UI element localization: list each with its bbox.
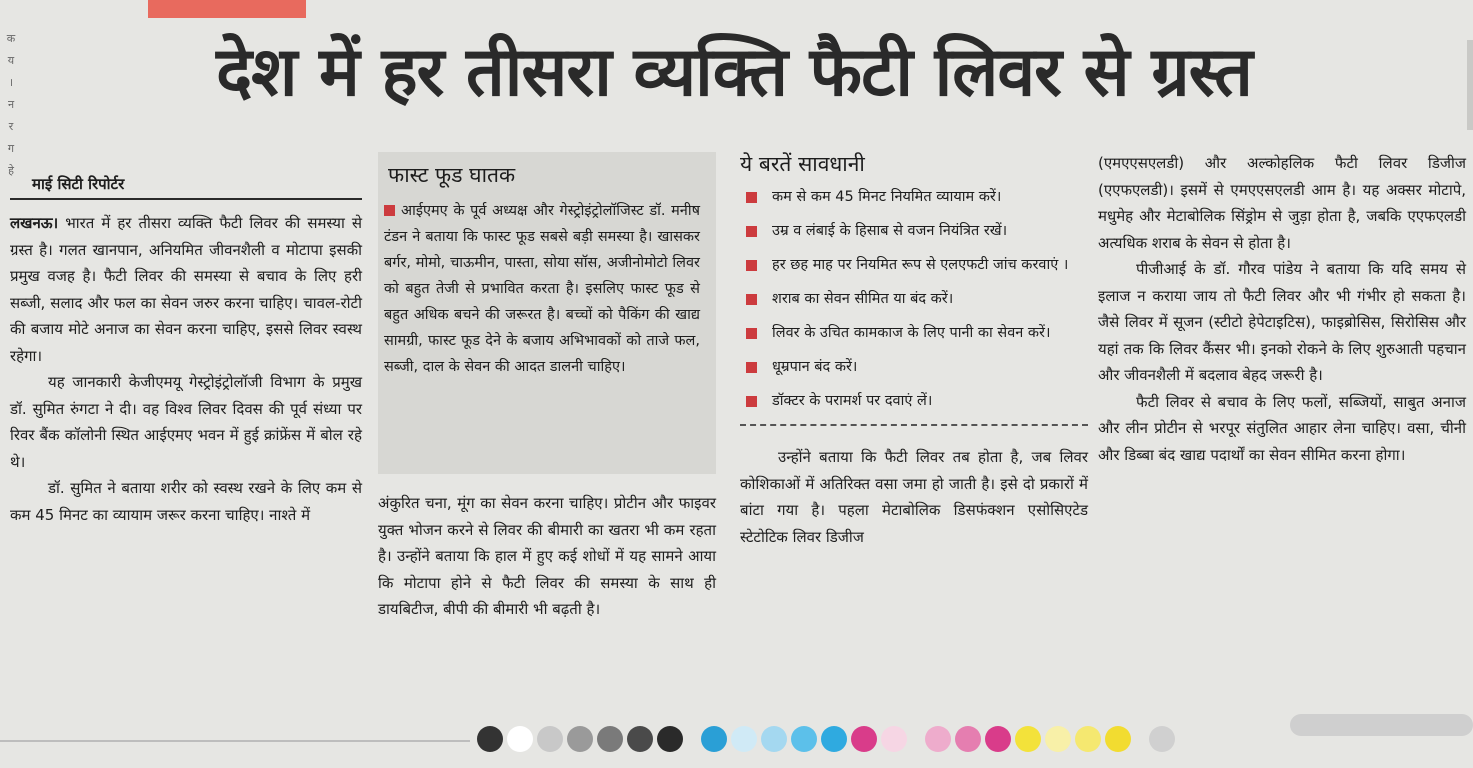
list-item-text: शराब का सेवन सीमित या बंद करें। xyxy=(772,291,954,307)
registration-dot xyxy=(597,726,623,752)
list-item xyxy=(740,252,1088,278)
box-title: फास्ट फूड घातक xyxy=(388,163,516,187)
bullet-square-icon xyxy=(746,328,757,339)
registration-dot xyxy=(1045,726,1071,752)
bullet-square-icon xyxy=(746,260,757,271)
column-3 xyxy=(740,150,1088,550)
registration-dot xyxy=(881,726,907,752)
registration-dot xyxy=(627,726,653,752)
box-text xyxy=(384,198,700,380)
registration-dot xyxy=(925,726,951,752)
registration-dot xyxy=(985,726,1011,752)
paragraph: फैटी लिवर से बचाव के लिए फलों, सब्जियों, साबुत अनाज और लीन प्रोटीन से भरपूर संतुलित आहार लेना चाहिए। वसा, चीनी और डिब्बा बंद खाद्य पदार्थों का सेवन सीमित करना होगा। xyxy=(1098,392,1466,464)
bullet-square-icon xyxy=(746,362,757,373)
box-text-body: आईएमए के पूर्व अध्यक्ष और गेस्ट्रोइंट्रोलॉजिस्ट डॉ. मनीष टंडन ने बताया कि फास्ट फूड सबसे बड़ी समस्या है। खासकर बर्गर, मोमो, चाऊमीन, पास्ता, सोया सॉस, अजीनोमोटो लिवर को बहुत तेजी से प्रभावित करता है। इसलिए फास्ट फूड से बहुत अधिक बचने की जरूरत है। बच्चों को पैकिंग की खाद्य सामग्री, फास्ट फूड देने के बजाय अभिभावकों को ताजे फल, सब्जी, दाल के सेवन की आदत डालनी चाहिए। xyxy=(384,203,700,375)
dateline: लखनऊ। xyxy=(10,214,59,232)
column-2 xyxy=(378,152,716,623)
registration-dot xyxy=(537,726,563,752)
print-color-bar xyxy=(0,712,1473,768)
paragraph: डॉ. सुमित ने बताया शरीर को स्वस्थ रखने के लिए कम से कम 45 मिनट का व्यायाम जरूर करना चाहिए। नाश्ते में xyxy=(10,479,362,524)
precautions-list xyxy=(740,184,1088,414)
sidebar-box xyxy=(378,152,716,474)
list-item-text: डॉक्टर के परामर्श पर दवाएं लें। xyxy=(772,393,933,409)
registration-dot xyxy=(1105,726,1131,752)
bullet-square-icon xyxy=(746,396,757,407)
bullet-square-icon xyxy=(746,192,757,203)
list-item xyxy=(740,388,1088,414)
registration-dot xyxy=(955,726,981,752)
headline: देश में हर तीसरा व्यक्ति फैटी लिवर से ग्रस्त xyxy=(216,33,1252,112)
precautions-title: ये बरतें सावधानी xyxy=(740,152,865,176)
list-item-text: हर छह माह पर नियमित रूप से एलएफटी जांच करवाएं । xyxy=(772,257,1069,273)
dashed-divider xyxy=(740,424,1088,426)
bullet-square-icon xyxy=(746,294,757,305)
registration-dot xyxy=(851,726,877,752)
paragraph: यह जानकारी केजीएमयू गेस्ट्रोइंट्रोलॉजी विभाग के प्रमुख डॉ. सुमित रुंगटा ने दी। वह विश्व लिवर दिवस की पूर्व संध्या पर रिवर बैंक कॉलोनी स्थित आईएमए भवन में हुई क्रांफ्रेंस में बोल रहे थे। xyxy=(10,373,362,471)
column-1 xyxy=(10,170,362,528)
paragraph: (एमएएसएलडी) और अल्कोहलिक फैटी लिवर डिजीज (एएफएलडी)। इसमें से एमएएसएलडी आम है। यह अक्सर मोटापे, मधुमेह और मेटाबोलिक सिंड्रोम से जुड़ा होता है, जबकि एएफएलडी अत्यधिक शराब के सेवन से होता है। xyxy=(1098,154,1466,252)
adjacent-column-fragment: क य । न र ग हे xyxy=(6,32,16,177)
paragraph: उन्होंने बताया कि फैटी लिवर तब होता है, जब लिवर कोशिकाओं में अतिरिक्त वसा जमा हो जाती है। इसे दो प्रकारों में बांटा गया है। पहला मेटाबोलिक डिसफंक्शन एसोसिएटेड स्टेटोटिक लिवर डिजीज xyxy=(740,448,1088,546)
list-item xyxy=(740,320,1088,346)
list-item-text: उम्र व लंबाई के हिसाब से वजन नियंत्रित रखें। xyxy=(772,223,1008,239)
registration-dot xyxy=(761,726,787,752)
list-item xyxy=(740,354,1088,380)
list-item-text: लिवर के उचित कामकाज के लिए पानी का सेवन करें। xyxy=(772,325,1051,341)
registration-dot xyxy=(821,726,847,752)
bullet-square-icon xyxy=(384,205,395,216)
lead-paragraph xyxy=(10,210,362,369)
registration-dot xyxy=(1015,726,1041,752)
list-item xyxy=(740,218,1088,244)
list-item xyxy=(740,184,1088,210)
bullet-square-icon xyxy=(746,226,757,237)
paragraph: अंकुरित चना, मूंग का सेवन करना चाहिए। प्रोटीन और फाइवर युक्त भोजन करने से लिवर की बीमारी का खतरा भी कम रहता है। उन्होंने बताया कि हाल में हुए कई शोधों में यह सामने आया कि मोटापा होने से फैटी लिवर की समस्या के साथ ही डायबिटीज, बीपी की बीमारी भी बढ़ती है। xyxy=(378,494,716,618)
column-4 xyxy=(1098,150,1466,468)
registration-dot xyxy=(1075,726,1101,752)
registration-dot xyxy=(657,726,683,752)
list-item-text: कम से कम 45 मिनट नियमित व्यायाम करें। xyxy=(772,189,1002,205)
list-item-text: धूम्रपान बंद करें। xyxy=(772,359,858,375)
lead-text: भारत में हर तीसरा व्यक्ति फैटी लिवर की समस्या से ग्रस्त है। गलत खानपान, अनियमित जीवनशैली व मोटापा इसकी प्रमुख वजह है। फैटी लिवर की समस्या से बचाव के लिए हरी सब्जी, सलाद और फल का सेवन जरुर करना चाहिए। चावल-रोटी की बजाय मोटे अनाज का सेवन करना चाहिए, इससे लिवर स्वस्थ रहेगा। xyxy=(10,214,362,365)
byline: माई सिटी रिपोर्टर xyxy=(10,170,362,200)
registration-dot xyxy=(701,726,727,752)
page-edge xyxy=(1467,40,1473,130)
registration-dot xyxy=(791,726,817,752)
list-item xyxy=(740,286,1088,312)
registration-dot xyxy=(477,726,503,752)
section-tag xyxy=(148,0,306,18)
registration-dot xyxy=(1149,726,1175,752)
registration-dot xyxy=(507,726,533,752)
registration-dot xyxy=(731,726,757,752)
paragraph: पीजीआई के डॉ. गौरव पांडेय ने बताया कि यदि समय से इलाज न कराया जाय तो फैटी लिवर और भी गंभीर हो सकता है। जैसे लिवर में सूजन (स्टीटो हेपेटाइटिस), फाइब्रोसिस, सिरोसिस और यहां तक कि लिवर कैंसर भी। इनको रोकने के लिए शुरुआती पहचान और जीवनशैली में बदलाव बेहद जरूरी है। xyxy=(1098,260,1466,384)
registration-dot xyxy=(567,726,593,752)
